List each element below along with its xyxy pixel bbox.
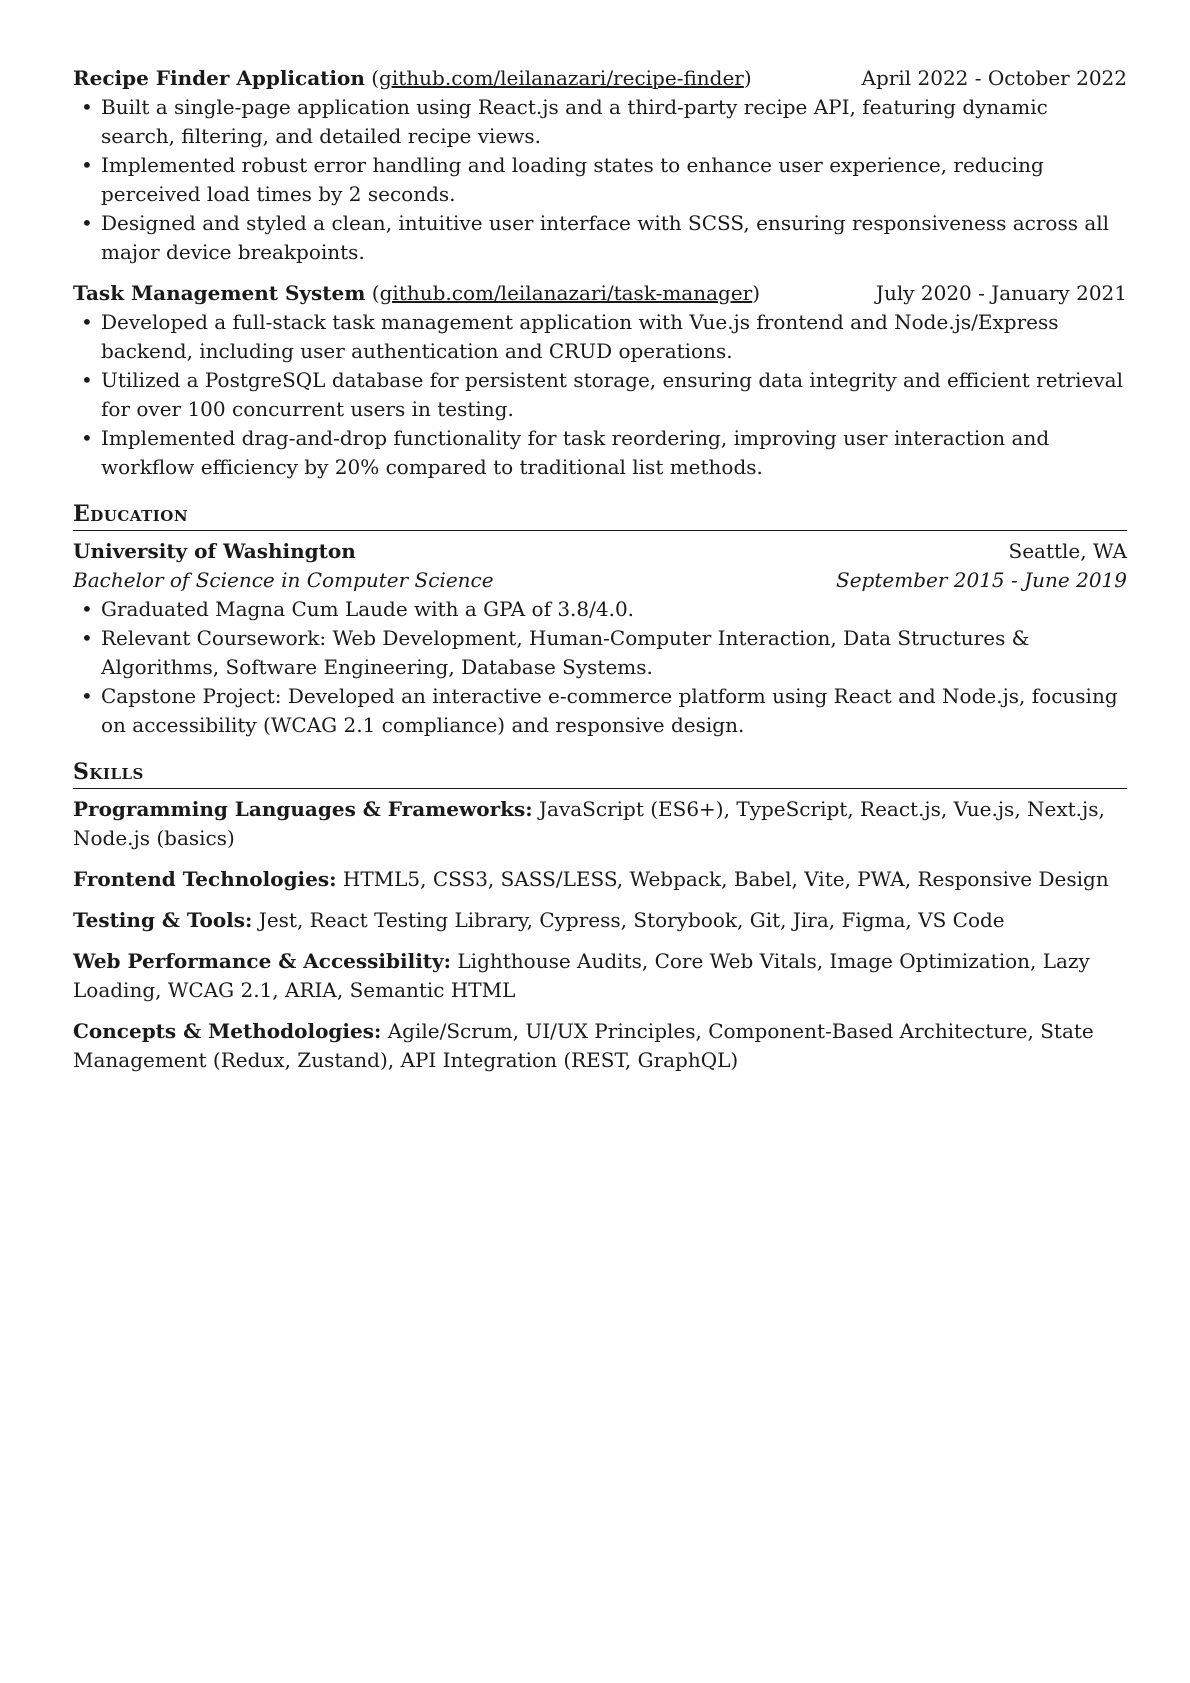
skill-group — [73, 795, 1127, 853]
skill-label: Concepts & Methodologies: — [73, 1019, 382, 1043]
project-bullets — [73, 308, 1127, 482]
bullet-item: • Utilized a PostgreSQL database for persistent storage, ensuring data integrity and efficient retrieval for over 100 concurrent users in testing. — [73, 366, 1127, 424]
education-dates: September 2015 - June 2019 — [836, 568, 1127, 592]
skill-group — [73, 906, 1127, 935]
project-link[interactable]: github.com/leilanazari/task-manager — [379, 281, 753, 305]
degree: Bachelor of Science in Computer Science — [73, 568, 494, 592]
resume-page — [73, 64, 1127, 1087]
project-bullets — [73, 93, 1127, 267]
project-dates: April 2022 - October 2022 — [861, 66, 1127, 90]
education-bullets — [73, 595, 1127, 740]
school-location: Seattle, WA — [1008, 539, 1127, 563]
bullet-item: • Relevant Coursework: Web Development, Human-Computer Interaction, Data Structures & Algorithms, Software Engineering, Database Systems. — [73, 624, 1127, 682]
project-header — [73, 279, 1127, 308]
section-heading-skills: Skills — [73, 758, 1127, 789]
skill-value: Jest, React Testing Library, Cypress, Storybook, Git, Jira, Figma, VS Code — [258, 908, 1005, 932]
bullet-item: • Designed and styled a clean, intuitive user interface with SCSS, ensuring responsiveness across all major device breakpoints. — [73, 209, 1127, 267]
project-title: Recipe Finder Application — [73, 66, 365, 90]
education-entry — [73, 537, 1127, 740]
bullet-item: • Capstone Project: Developed an interactive e-commerce platform using React and Node.js, focusing on accessibility (WCAG 2.1 compliance) and responsive design. — [73, 682, 1127, 740]
project-entry — [73, 279, 1127, 482]
skills-list — [73, 795, 1127, 1075]
project-dates: July 2020 - January 2021 — [875, 281, 1127, 305]
bullet-item: • Implemented drag-and-drop functionality for task reordering, improving user interaction and workflow efficiency by 20% compared to traditional list methods. — [73, 424, 1127, 482]
school-name: University of Washington — [73, 539, 356, 563]
skill-group — [73, 865, 1127, 894]
skill-group — [73, 1017, 1127, 1075]
skill-value: HTML5, CSS3, SASS/LESS, Webpack, Babel, Vite, PWA, Responsive Design — [342, 867, 1109, 891]
project-link[interactable]: github.com/leilanazari/recipe-finder — [379, 66, 744, 90]
bullet-item: • Built a single-page application using React.js and a third-party recipe API, featuring dynamic search, filtering, and detailed recipe views. — [73, 93, 1127, 151]
section-heading-education: Education — [73, 500, 1127, 531]
skill-value: JavaScript (ES6+), TypeScript, React.js, Vue.js, Next.js, Node.js (basics) — [73, 797, 1105, 850]
project-title-line: Task Management System (github.com/leilanazari/task-manager) — [73, 281, 761, 305]
education-subheader — [73, 566, 1127, 595]
project-title-line: Recipe Finder Application (github.com/leilanazari/recipe-finder) — [73, 66, 752, 90]
bullet-item: • Developed a full-stack task management application with Vue.js frontend and Node.js/Express backend, including user authentication and CRUD operations. — [73, 308, 1127, 366]
skill-label: Frontend Technologies: — [73, 867, 337, 891]
project-entry — [73, 64, 1127, 267]
skill-label: Testing & Tools: — [73, 908, 253, 932]
project-title: Task Management System — [73, 281, 366, 305]
skill-value: Lighthouse Audits, Core Web Vitals, Image Optimization, Lazy Loading, WCAG 2.1, ARIA, Semantic HTML — [73, 949, 1090, 1002]
education-header — [73, 537, 1127, 566]
skill-value: Agile/Scrum, UI/UX Principles, Component-Based Architecture, State Management (Redux, Zustand), API Integration (REST, GraphQL) — [73, 1019, 1094, 1072]
bullet-item: • Graduated Magna Cum Laude with a GPA of 3.8/4.0. — [73, 595, 1127, 624]
bullet-item: • Implemented robust error handling and loading states to enhance user experience, reducing perceived load times by 2 seconds. — [73, 151, 1127, 209]
skill-label: Programming Languages & Frameworks: — [73, 797, 533, 821]
skill-label: Web Performance & Accessibility: — [73, 949, 452, 973]
skill-group — [73, 947, 1127, 1005]
project-header — [73, 64, 1127, 93]
